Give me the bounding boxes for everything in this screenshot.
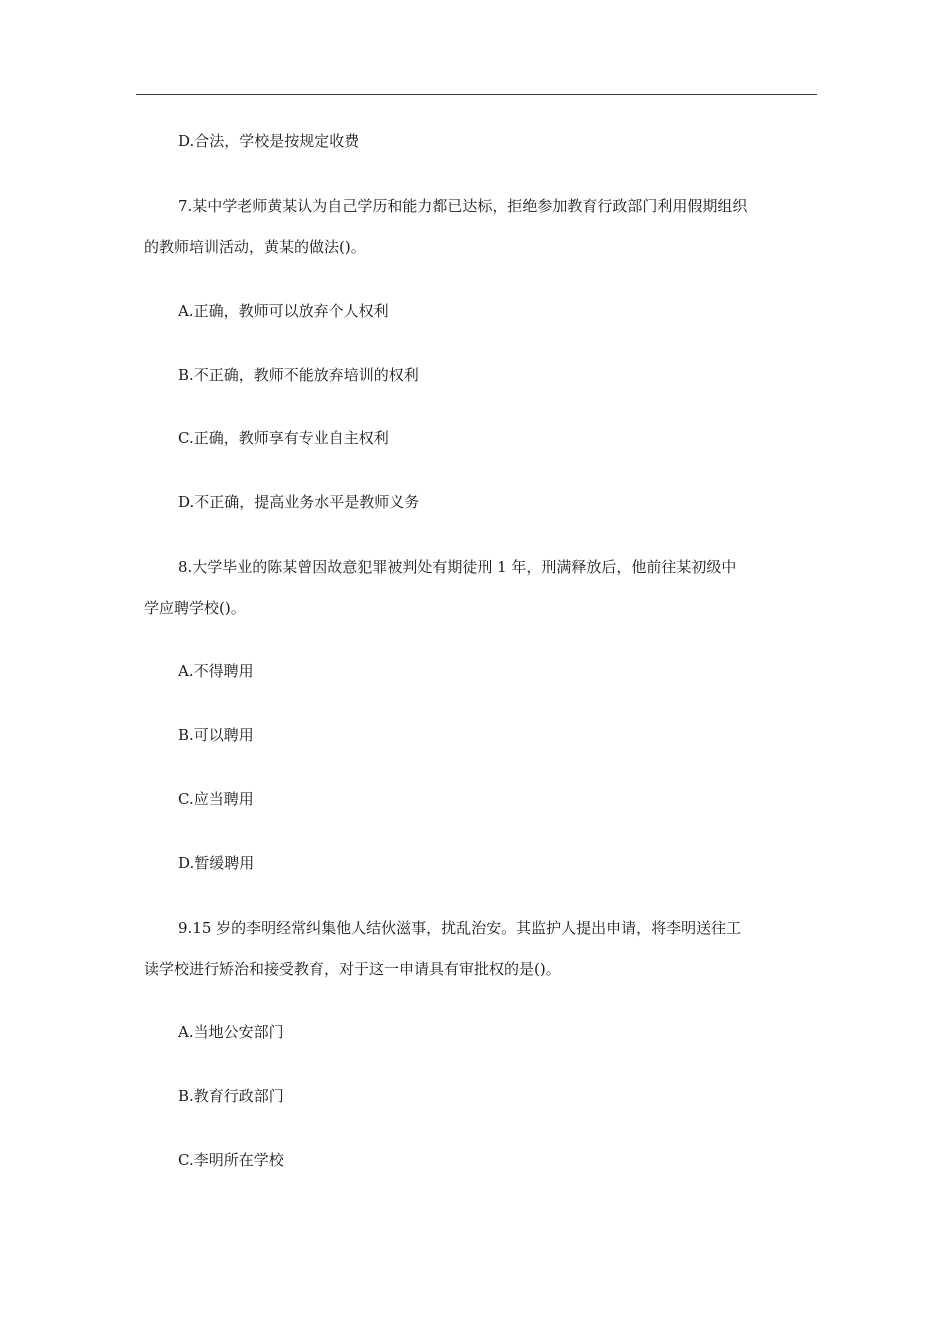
q8-option-d: D.暂缓聘用 (178, 854, 255, 872)
q8-stem-line-2: 学应聘学校()。 (144, 599, 246, 617)
q7-stem-line-1: 7.某中学老师黄某认为自己学历和能力都已达标，拒绝参加教育行政部门利用假期组织 (178, 197, 748, 215)
q9-option-a: A.当地公安部门 (178, 1023, 284, 1041)
q6-option-d: D.合法，学校是按规定收费 (178, 132, 360, 150)
q9-stem-line-1: 9.15 岁的李明经常纠集他人结伙滋事，扰乱治安。其监护人提出申请，将李明送往工 (178, 919, 742, 937)
q7-option-a: A.正确，教师可以放弃个人权利 (178, 302, 389, 320)
q9-stem-line-2: 读学校进行矫治和接受教育，对于这一申请具有审批权的是()。 (144, 960, 561, 978)
header-rule (136, 94, 817, 95)
q8-option-c: C.应当聘用 (178, 790, 254, 808)
q9-option-b: B.教育行政部门 (178, 1087, 284, 1105)
q7-option-d: D.不正确，提高业务水平是教师义务 (178, 493, 420, 511)
q8-option-b: B.可以聘用 (178, 726, 254, 744)
q7-option-c: C.正确，教师享有专业自主权利 (178, 429, 389, 447)
q9-option-c: C.李明所在学校 (178, 1151, 284, 1169)
q7-option-b: B.不正确，教师不能放弃培训的权利 (178, 366, 419, 384)
q8-stem-line-1: 8.大学毕业的陈某曾因故意犯罪被判处有期徒刑 1 年，刑满释放后，他前往某初级中 (178, 558, 737, 576)
q8-option-a: A.不得聘用 (178, 662, 254, 680)
q7-stem-line-2: 的教师培训活动，黄某的做法()。 (144, 238, 366, 256)
